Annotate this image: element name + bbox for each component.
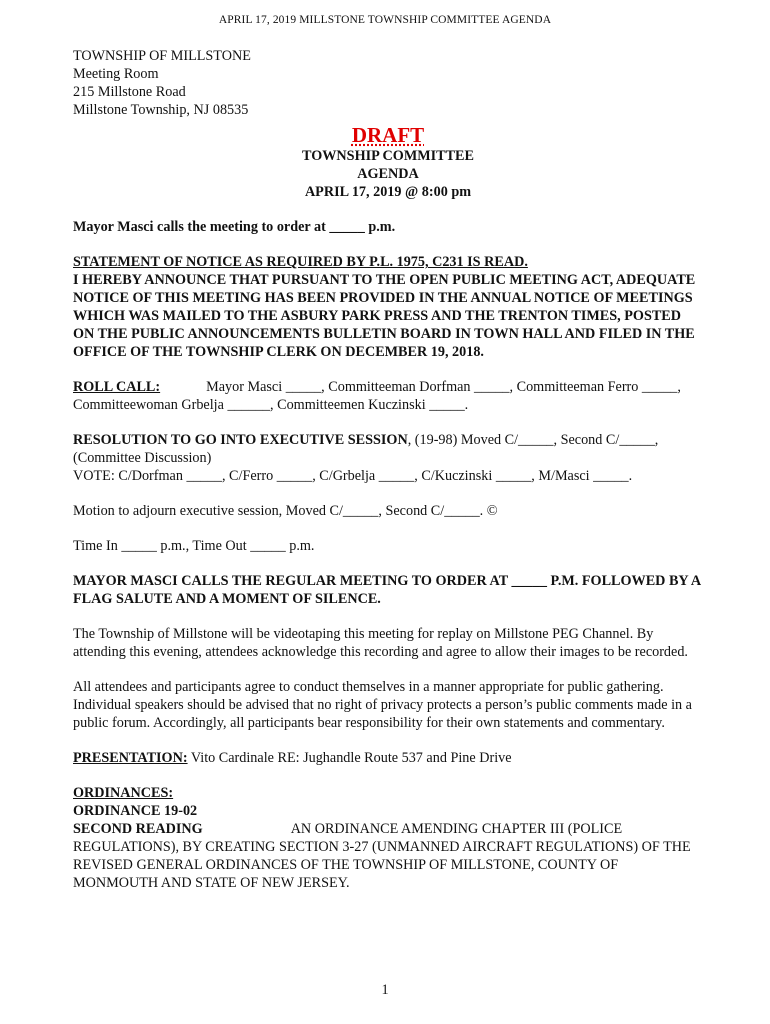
notice-heading: STATEMENT OF NOTICE AS REQUIRED BY P.L. 1975, C231 IS READ. <box>73 254 528 270</box>
roll-call-label: ROLL CALL: <box>73 379 161 395</box>
time-in-out: Time In _____ p.m., Time Out _____ p.m. <box>73 538 315 554</box>
address-line: TOWNSHIP OF MILLSTONE <box>73 48 251 64</box>
township-address <box>73 47 703 119</box>
title-line: APRIL 17, 2019 @ 8:00 pm <box>304 184 472 200</box>
address-line: Meeting Room <box>73 66 159 82</box>
address-line: Millstone Township, NJ 08535 <box>73 102 249 118</box>
notice-body: I HEREBY ANNOUNCE THAT PURSUANT TO THE OPEN PUBLIC MEETING ACT, ADEQUATE NOTICE OF THIS MEETING HAS BEEN PROVIDED IN THE ANNUAL NOTICE OF MEETINGS WHICH WAS MAILED TO THE ASBURY PARK PRESS AND THE TRENTON TIMES, POSTED ON THE PUBLIC ANNOUNCEMENTS BULLETIN BOARD IN TOWN HALL AND FILED IN THE OFFICE OF THE TOWNSHIP CLERK ON DECEMBER 19, 2018. <box>73 272 696 360</box>
presentation-text: Vito Cardinale RE: Jughandle Route 537 and Pine Drive <box>187 750 512 766</box>
presentation <box>73 749 703 767</box>
executive-session-vote: VOTE: C/Dorfman _____, C/Ferro _____, C/Grbelja _____, C/Kuczinski _____, M/Masci _____. <box>73 468 633 484</box>
conduct-notice: All attendees and participants agree to conduct themselves in a manner appropriate for public gathering. Individual speakers should be advised that no right of privacy protects a person’s public comments made in a public forum. Accordingly, all participants bear responsibility for their own statements and commentary. <box>73 679 692 731</box>
executive-session-resolution <box>73 431 703 485</box>
running-header: APRIL 17, 2019 MILLSTONE TOWNSHIP COMMITTEE AGENDA <box>218 14 552 26</box>
document-body <box>73 47 703 892</box>
statement-of-notice <box>73 253 703 361</box>
executive-session-discussion: (Committee Discussion) <box>73 450 212 466</box>
presentation-label: PRESENTATION: <box>73 750 188 766</box>
roll-call-text: Mayor Masci _____, Committeeman Dorfman _____, Committeeman Ferro _____, Committeewoman Grbelja ______, Committeemen Kuczinski _____. <box>73 379 681 413</box>
draft-watermark-label: DRAFT <box>351 123 425 147</box>
ordinance-description <box>73 820 703 892</box>
ordinance-text: AN ORDINANCE AMENDING CHAPTER III (POLICE REGULATIONS), BY CREATING SECTION 3-27 (UNMANNED AIRCRAFT REGULATIONS) OF THE REVISED GENERAL ORDINANCES OF THE TOWNSHIP OF MILLSTONE, COUNTY OF MONMOUTH AND STATE OF NEW JERSEY. <box>73 821 691 891</box>
ordinances-label: ORDINANCES: <box>73 785 174 801</box>
title-line: AGENDA <box>357 166 419 182</box>
regular-meeting-call: MAYOR MASCI CALLS THE REGULAR MEETING TO ORDER AT _____ P.M. FOLLOWED BY A FLAG SALUTE AND A MOMENT OF SILENCE. <box>73 573 701 607</box>
ordinances-section <box>73 784 703 892</box>
ordinance-number: ORDINANCE 19-02 <box>73 803 198 819</box>
ordinance-reading: SECOND READING <box>73 821 203 837</box>
address-line: 215 Millstone Road <box>73 84 186 100</box>
video-notice: The Township of Millstone will be videotaping this meeting for replay on Millstone PEG Channel. By attending this evening, attendees acknowledge this recording and agree to allow their images to be recorded. <box>73 626 688 660</box>
adjourn-motion: Motion to adjourn executive session, Moved C/_____, Second C/_____. © <box>73 503 498 519</box>
title-line: TOWNSHIP COMMITTEE <box>302 148 474 164</box>
executive-session-motion: , (19-98) Moved C/_____, Second C/_____, <box>407 432 659 448</box>
roll-call <box>73 378 703 414</box>
agenda-title <box>73 147 703 201</box>
page-number: 1 <box>381 982 389 998</box>
executive-session-label: RESOLUTION TO GO INTO EXECUTIVE SESSION <box>73 432 408 448</box>
call-to-order: Mayor Masci calls the meeting to order at _____ p.m. <box>73 219 396 235</box>
